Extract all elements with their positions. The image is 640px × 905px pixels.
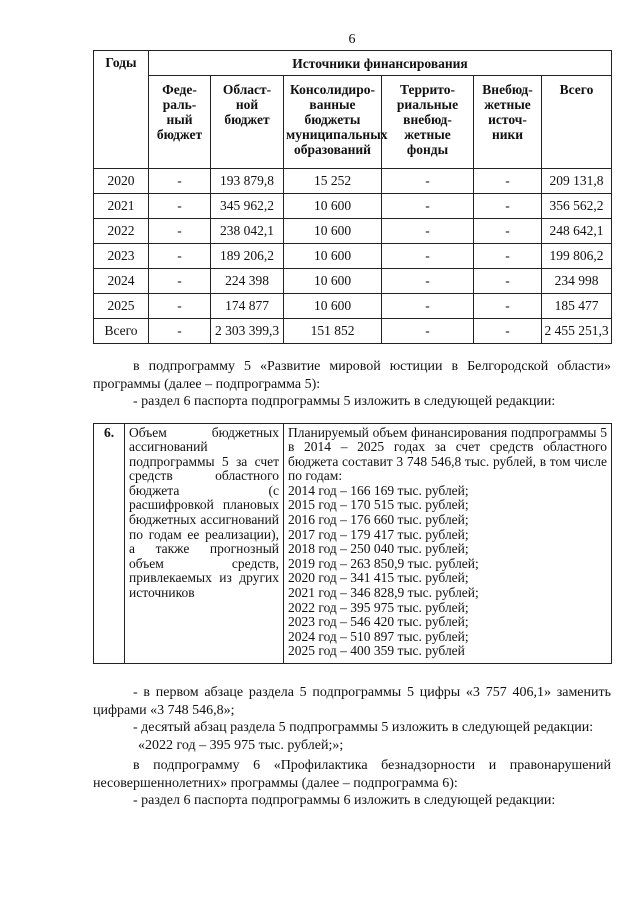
paragraph-section6: - раздел 6 паспорта подпрограммы 5 изложить в следующей редакции: — [133, 394, 556, 409]
table-cell: 199 806,2 — [542, 244, 612, 269]
passport-section-table — [93, 423, 612, 665]
subheader: Феде- раль- ный бюджет — [149, 76, 211, 169]
year-amount: 2024 год – 510 897 тыс. рублей; — [288, 628, 469, 644]
table-cell: - — [382, 269, 474, 294]
table-cell: 10 600 — [284, 269, 382, 294]
table-cell: 174 877 — [211, 294, 284, 319]
subheader: Всего — [542, 76, 612, 169]
subheader: Консолидиро- ванные бюджеты муниципальных образований — [284, 76, 382, 169]
table-cell: - — [149, 194, 211, 219]
table-cell: 193 879,8 — [211, 169, 284, 194]
table-cell: 189 206,2 — [211, 244, 284, 269]
table-cell: - — [149, 269, 211, 294]
table-cell: 10 600 — [284, 194, 382, 219]
paragraph-section6-sub6: - раздел 6 паспорта подпрограммы 6 изложить в следующей редакции: — [133, 793, 556, 808]
table-cell: 10 600 — [284, 219, 382, 244]
header-years: Годы — [94, 51, 149, 169]
table-cell: 2024 — [94, 269, 149, 294]
table-cell: - — [382, 294, 474, 319]
table-cell: 234 998 — [542, 269, 612, 294]
year-amount: 2023 год – 546 420 тыс. рублей; — [288, 614, 469, 630]
table-cell: 209 131,8 — [542, 169, 612, 194]
table-cell: - — [149, 219, 211, 244]
table-cell: - — [474, 294, 542, 319]
year-amount: 2015 год – 170 515 тыс. рублей; — [288, 497, 469, 513]
table-cell: 2 455 251,3 — [542, 319, 612, 344]
year-amount: 2016 год – 176 660 тыс. рублей; — [288, 512, 469, 528]
table-cell: 238 042,1 — [211, 219, 284, 244]
page-number: 6 — [348, 32, 356, 47]
year-amount: 2022 год – 395 975 тыс. рублей; — [288, 599, 469, 615]
year-amount: 2021 год – 346 828,9 тыс. рублей; — [288, 585, 479, 601]
table-cell: 2 303 399,3 — [211, 319, 284, 344]
table-cell: 2025 — [94, 294, 149, 319]
table-cell: 10 600 — [284, 244, 382, 269]
year-amount: 2017 год – 179 417 тыс. рублей; — [288, 526, 469, 542]
table-row — [94, 319, 612, 344]
table-cell: - — [149, 169, 211, 194]
table-cell: 15 252 — [284, 169, 382, 194]
table-cell: - — [474, 269, 542, 294]
table-cell: 2020 — [94, 169, 149, 194]
table-row — [94, 169, 612, 194]
table-row — [94, 294, 612, 319]
table-row — [94, 269, 612, 294]
section-label: Объем бюджетных ассигнований подпрограммы 5 за счет средств областного бюджета (с расшифровкой плановых бюджетных ассигнований по годам ее реализации), а также прогнозный объем средств, привлекаемых из других источников — [125, 423, 284, 664]
table-cell: 356 562,2 — [542, 194, 612, 219]
paragraph-subprogram6: в подпрограмму 6 «Профилактика безнадзорности и правонарушений несовершеннолетних» программы (далее – подпрограмма 6): — [93, 758, 611, 791]
year-amount: 2025 год – 400 359 тыс. рублей — [288, 643, 465, 659]
table-cell: Всего — [94, 319, 149, 344]
table-cell: - — [382, 169, 474, 194]
table-cell: 10 600 — [284, 294, 382, 319]
table-cell: 2022 — [94, 219, 149, 244]
section-number: 6. — [94, 423, 125, 664]
table-cell: 185 477 — [542, 294, 612, 319]
header-sources: Источники финансирования — [149, 51, 612, 76]
table-row — [94, 219, 612, 244]
year-amount: 2014 год – 166 169 тыс. рублей; — [288, 482, 469, 498]
subheader: Внебюд- жетные источ- ники — [474, 76, 542, 169]
paragraph-quote-2022: «2022 год – 395 975 тыс. рублей;»; — [138, 737, 344, 753]
section-content — [284, 423, 612, 664]
table-cell: 2021 — [94, 194, 149, 219]
table-cell: 224 398 — [211, 269, 284, 294]
table-row — [94, 194, 612, 219]
table-cell: - — [382, 219, 474, 244]
table-cell: 151 852 — [284, 319, 382, 344]
paragraph-replace-figures: - в первом абзаце раздела 5 подпрограммы 5 цифры «3 757 406,1» заменить цифрами «3 748 546,8»; — [93, 685, 611, 718]
paragraph-subprogram5: в подпрограмму 5 «Развитие мировой юстиции в Белгородской области» программы (далее – подпрограмма 5): — [93, 359, 611, 392]
table-cell: - — [474, 244, 542, 269]
subheader: Террито- риальные внебюд- жетные фонды — [382, 76, 474, 169]
table-cell: - — [149, 244, 211, 269]
table-cell: - — [474, 219, 542, 244]
table-cell: - — [382, 319, 474, 344]
table-cell: - — [474, 169, 542, 194]
table-cell: 248 642,1 — [542, 219, 612, 244]
financing-intro: Планируемый объем финансирования подпрограммы 5 в 2014 – 2025 годах за счет средств областного бюджета составит 3 748 546,8 тыс. рублей, в том числе по годам: — [288, 424, 607, 484]
table-cell: - — [382, 194, 474, 219]
subheader: Област- ной бюджет — [211, 76, 284, 169]
table-cell: - — [149, 294, 211, 319]
table-row — [94, 244, 612, 269]
table-cell: - — [474, 319, 542, 344]
table-cell: 2023 — [94, 244, 149, 269]
table-cell: - — [474, 194, 542, 219]
table-cell: 345 962,2 — [211, 194, 284, 219]
table-cell: - — [382, 244, 474, 269]
year-amount: 2018 год – 250 040 тыс. рублей; — [288, 541, 469, 557]
financing-table — [93, 50, 612, 344]
paragraph-tenth-abzac: - десятый абзац раздела 5 подпрограммы 5 изложить в следующей редакции: — [133, 720, 594, 735]
year-amount: 2019 год – 263 850,9 тыс. рублей; — [288, 555, 479, 571]
table-cell: - — [149, 319, 211, 344]
year-amount: 2020 год – 341 415 тыс. рублей; — [288, 570, 469, 586]
